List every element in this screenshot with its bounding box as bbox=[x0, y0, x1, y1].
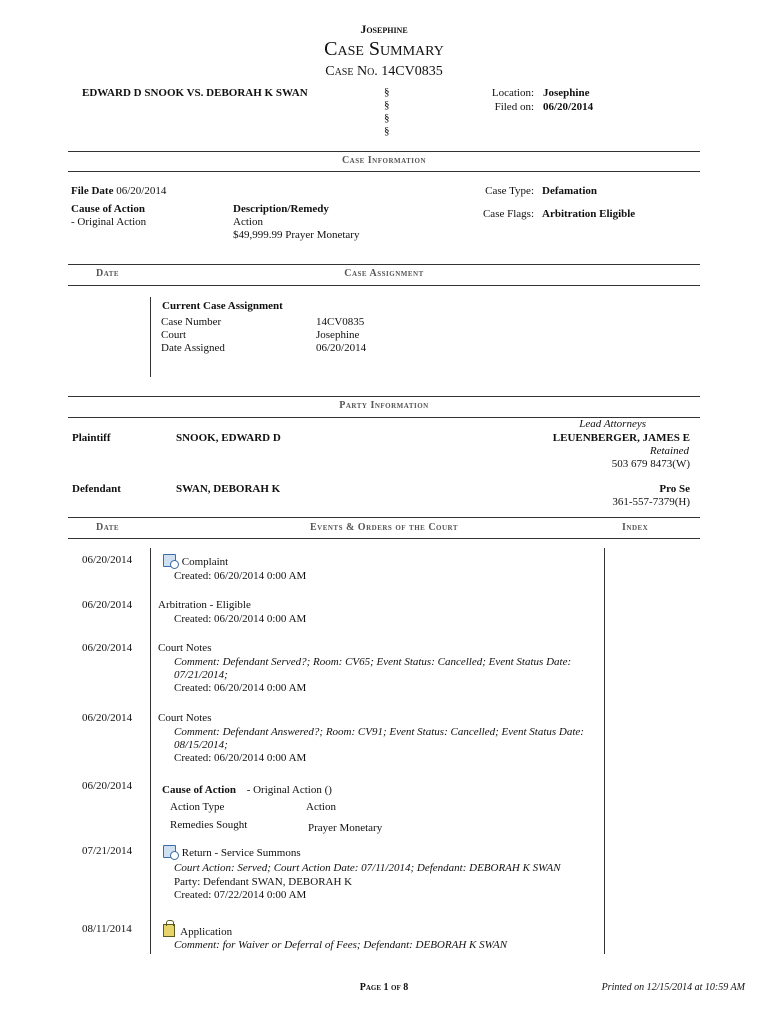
event-title-text: Court Notes bbox=[158, 712, 212, 724]
plaintiff-attorney-phone: 503 679 8473(W) bbox=[611, 458, 690, 470]
event-date: 06/20/2014 bbox=[82, 780, 133, 792]
detail-label: Remedies Sought bbox=[170, 819, 248, 831]
assignment-row-label: Case Number bbox=[161, 316, 222, 328]
event-date: 06/20/2014 bbox=[82, 554, 133, 566]
divider bbox=[68, 538, 700, 539]
assignment-row-label: Date Assigned bbox=[161, 342, 225, 354]
filed-on-value: 06/20/2014 bbox=[543, 101, 594, 113]
event-title-text: Return - Service Summons bbox=[181, 847, 301, 859]
location-value: Josephine bbox=[543, 87, 590, 99]
lock-icon bbox=[163, 924, 175, 937]
divider bbox=[68, 151, 700, 152]
defendant-phone: 361-557-7379(H) bbox=[612, 496, 690, 508]
event-comment: 08/15/2014; bbox=[174, 739, 228, 751]
assignment-row bbox=[161, 316, 221, 328]
filed-on-label: Filed on: bbox=[494, 101, 534, 113]
lead-attorneys-label: Lead Attorneys bbox=[579, 418, 646, 430]
event-created: Created: 07/22/2014 0:00 AM bbox=[174, 889, 307, 901]
cause-of-action-value: - Original Action bbox=[71, 216, 147, 228]
event-comment: Court Action: Served; Court Action Date: 07/11/2014; Defendant: DEBORAH K SWAN bbox=[174, 862, 561, 874]
defendant-attorney: Pro Se bbox=[659, 483, 690, 495]
assignment-row-label: Court bbox=[161, 329, 187, 341]
page-number: Page 1 of 8 bbox=[359, 982, 409, 993]
detail-label: Action Type bbox=[170, 801, 225, 813]
divider bbox=[68, 264, 700, 265]
detail-value: Prayer Monetary bbox=[308, 822, 383, 834]
cause-of-action-label: Cause of Action bbox=[71, 203, 145, 215]
event-comment: 07/21/2014; bbox=[174, 669, 228, 681]
events-heading: Events & Orders of the Court bbox=[309, 522, 459, 533]
event-title-text: Court Notes bbox=[158, 642, 212, 654]
event-title bbox=[163, 924, 232, 938]
assignment-row-value: Josephine bbox=[316, 329, 360, 341]
county-heading: Josephine bbox=[360, 22, 408, 36]
event-date: 07/21/2014 bbox=[82, 845, 133, 857]
location-label: Location: bbox=[491, 87, 534, 99]
case-assignment-heading: Case Assignment bbox=[344, 268, 424, 279]
case-number-heading: Case No. 14CV0835 bbox=[325, 64, 443, 79]
event-title bbox=[163, 554, 228, 568]
plaintiff-name: SNOOK, EDWARD D bbox=[176, 432, 281, 444]
case-flags-label: Case Flags: bbox=[482, 208, 534, 220]
section-marks bbox=[384, 86, 390, 138]
event-date: 06/20/2014 bbox=[82, 712, 133, 724]
description-line: Action bbox=[233, 216, 263, 228]
events-date-rule bbox=[150, 548, 151, 954]
event-comment: Comment: Defendant Answered?; Room: CV91; Event Status: Cancelled; Event Status Date: bbox=[174, 726, 584, 738]
section-mark: § bbox=[384, 125, 390, 137]
event-title-text: Application bbox=[180, 926, 233, 938]
event-title bbox=[162, 784, 332, 796]
event-comment: Comment: Defendant Served?; Room: CV65; Event Status: Cancelled; Event Status Date: bbox=[174, 656, 572, 668]
page-title: Case Summary bbox=[324, 38, 444, 60]
event-title-text: Cause of Action bbox=[162, 784, 236, 796]
divider bbox=[68, 396, 700, 397]
plaintiff-attorney-status: Retained bbox=[649, 445, 689, 457]
event-party: Party: Defendant SWAN, DEBORAH K bbox=[174, 876, 353, 888]
event-comment: Comment: for Waiver or Deferral of Fees; Defendant: DEBORAH K SWAN bbox=[174, 939, 508, 951]
event-date: 06/20/2014 bbox=[82, 642, 133, 654]
date-column-heading: Date bbox=[96, 268, 120, 279]
events-index-rule bbox=[604, 548, 605, 954]
printed-on: Printed on 12/15/2014 at 10:59 AM bbox=[601, 982, 745, 993]
case-type-value: Defamation bbox=[542, 185, 597, 197]
divider bbox=[68, 285, 700, 286]
section-mark: § bbox=[384, 99, 390, 111]
events-date-heading: Date bbox=[96, 522, 120, 533]
event-created: Created: 06/20/2014 0:00 AM bbox=[174, 613, 307, 625]
index-heading: Index bbox=[622, 522, 649, 533]
event-created: Created: 06/20/2014 0:00 AM bbox=[174, 570, 307, 582]
divider bbox=[68, 517, 700, 518]
description-remedy-label: Description/Remedy bbox=[233, 203, 329, 215]
event-title-suffix: - Original Action () bbox=[246, 784, 332, 796]
file-date bbox=[71, 185, 166, 197]
event-date: 06/20/2014 bbox=[82, 599, 133, 611]
plaintiff-role: Plaintiff bbox=[72, 432, 111, 444]
assignment-row bbox=[161, 342, 225, 354]
event-created: Created: 06/20/2014 0:00 AM bbox=[174, 752, 307, 764]
detail-value: Action bbox=[306, 801, 336, 813]
defendant-role: Defendant bbox=[72, 483, 121, 495]
defendant-name: SWAN, DEBORAH K bbox=[176, 483, 281, 495]
assignment-date-rule bbox=[150, 297, 151, 377]
party-info-heading: Party Information bbox=[339, 400, 429, 411]
event-title-text: Complaint bbox=[181, 556, 229, 568]
case-info-heading: Case Information bbox=[341, 155, 427, 166]
case-style: EDWARD D SNOOK VS. DEBORAH K SWAN bbox=[82, 87, 308, 99]
event-date: 08/11/2014 bbox=[82, 923, 132, 935]
assignment-row bbox=[161, 329, 186, 341]
current-assignment-label: Current Case Assignment bbox=[162, 300, 283, 312]
description-line: $49,999.99 Prayer Monetary bbox=[233, 229, 360, 241]
plaintiff-attorney: LEUENBERGER, JAMES E bbox=[552, 432, 690, 444]
assignment-row-value: 14CV0835 bbox=[316, 316, 365, 328]
section-mark: § bbox=[384, 112, 390, 124]
document-icon[interactable] bbox=[163, 845, 176, 858]
section-mark: § bbox=[384, 86, 390, 98]
assignment-row-value: 06/20/2014 bbox=[316, 342, 367, 354]
document-icon[interactable] bbox=[163, 554, 176, 567]
file-date-value: 06/20/2014 bbox=[116, 185, 167, 197]
case-type-label: Case Type: bbox=[485, 185, 534, 197]
event-title-text: Arbitration - Eligible bbox=[158, 599, 251, 611]
event-title bbox=[163, 845, 301, 859]
event-created: Created: 06/20/2014 0:00 AM bbox=[174, 682, 307, 694]
case-flags-value: Arbitration Eligible bbox=[542, 208, 636, 220]
divider bbox=[68, 171, 700, 172]
file-date-label: File Date bbox=[71, 185, 114, 197]
